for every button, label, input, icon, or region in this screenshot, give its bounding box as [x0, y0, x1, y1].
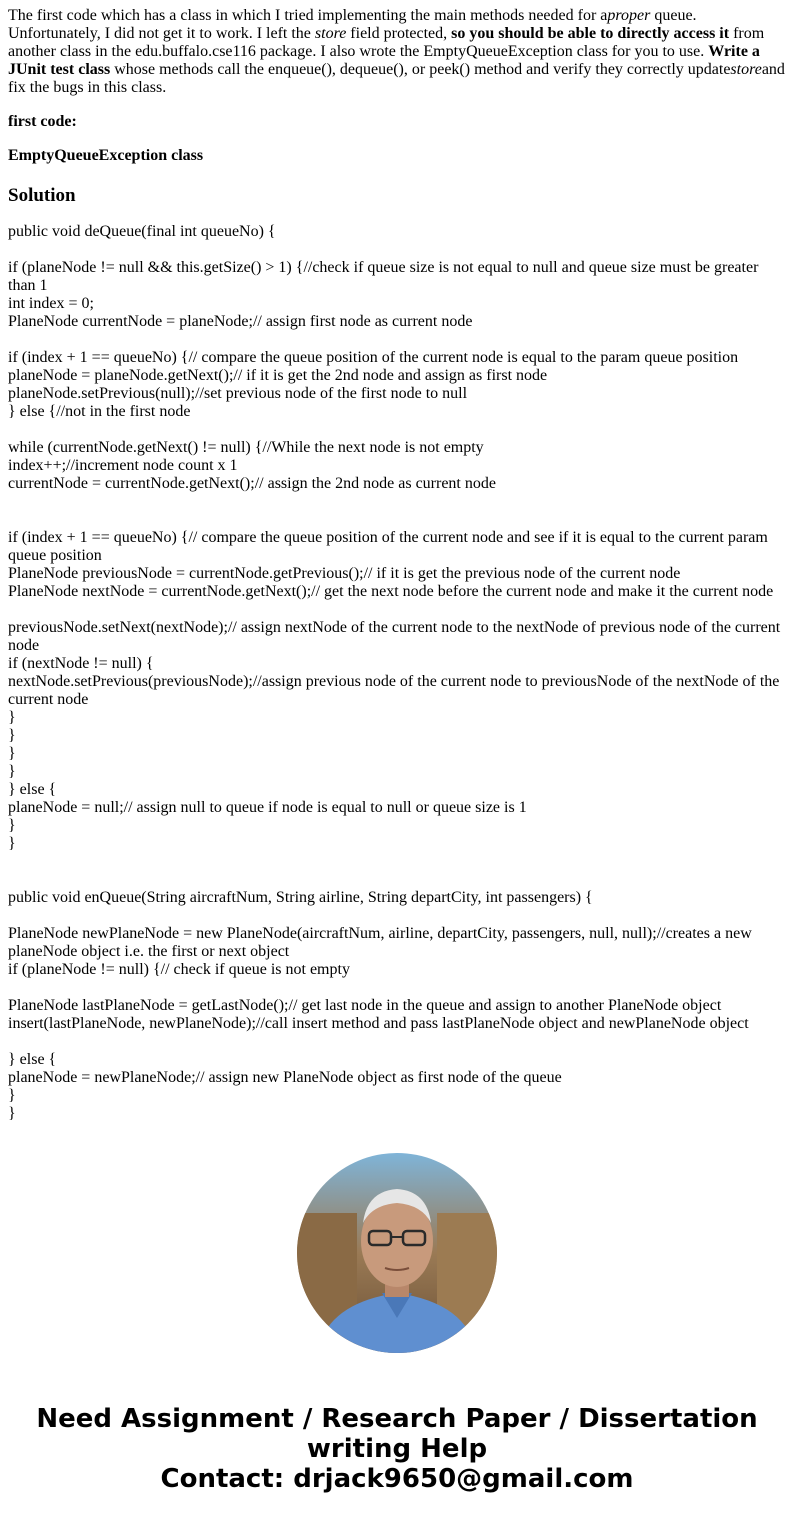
contact-banner: [0, 1404, 794, 1494]
intro-text: queue. Unfortunately, I did not get it to work. I left the: [8, 7, 697, 42]
code-line: if (nextNode != null) {: [8, 655, 154, 672]
code-line: planeNode = planeNode.getNext();// if it is get the 2nd node and assign as first node: [8, 367, 548, 384]
code-line: [8, 871, 788, 889]
code-line: }: [8, 1105, 16, 1122]
code-line: currentNode = currentNode.getNext();// assign the 2nd node as current node: [8, 475, 496, 492]
code-line: [8, 601, 788, 619]
code-line: }: [8, 835, 16, 852]
code-line: planeNode = newPlaneNode;// assign new PlaneNode object as first node of the queue: [8, 1069, 562, 1086]
first-code-heading: first code:: [8, 113, 77, 130]
code-line: }: [8, 727, 16, 744]
intro-strong: Write a JUnit test class: [8, 43, 760, 78]
code-line: } else {//not in the first node: [8, 403, 191, 420]
intro-strong: so you should be able to directly access it: [451, 25, 730, 42]
code-line: PlaneNode currentNode = planeNode;// assign first node as current node: [8, 313, 473, 330]
code-line: [8, 421, 788, 439]
solution-heading: Solution: [8, 185, 76, 206]
code-line: PlaneNode previousNode = currentNode.getPrevious();// if it is get the previous node of the current node: [8, 565, 681, 582]
code-line: } else {: [8, 1051, 57, 1068]
code-line: } else {: [8, 781, 57, 798]
code-line: public void enQueue(String aircraftNum, String airline, String departCity, int passengers) {: [8, 889, 593, 906]
code-line: [8, 979, 788, 997]
banner-line: writing Help: [306, 1434, 488, 1464]
code-line: if (planeNode != null) {// check if queue is not empty: [8, 961, 350, 978]
code-line: [8, 241, 788, 259]
code-line: [8, 1033, 788, 1051]
code-line: while (currentNode.getNext() != null) {//While the next node is not empty: [8, 439, 484, 456]
intro-text: from another class in the edu.buffalo.cse116 package. I also wrote the EmptyQueueException class for you to use.: [8, 25, 765, 60]
code-line: }: [8, 709, 16, 726]
solution-code: [8, 223, 788, 1123]
code-line: if (index + 1 == queueNo) {// compare the queue position of the current node and see if it is equal to the current param queue position: [8, 529, 768, 564]
code-line: previousNode.setNext(nextNode);// assign nextNode of the current node to the nextNode of previous node of the current node: [8, 619, 781, 654]
exception-class-heading: EmptyQueueException class: [8, 147, 204, 164]
intro-text: The first code which has a class in which I tried implementing the main methods needed for a: [8, 7, 608, 24]
code-line: [8, 331, 788, 349]
code-line: index++;//increment node count x 1: [8, 457, 238, 474]
intro-emphasis: proper: [607, 7, 651, 24]
code-line: }: [8, 1087, 16, 1104]
intro-emphasis: store: [314, 25, 347, 42]
intro-paragraph: [8, 7, 788, 97]
author-photo: [297, 1153, 497, 1353]
code-line: }: [8, 745, 16, 762]
code-line: PlaneNode lastPlaneNode = getLastNode();// get last node in the queue and assign to another PlaneNode object: [8, 997, 722, 1014]
intro-emphasis: store: [730, 61, 762, 78]
code-line: public void deQueue(final int queueNo) {: [8, 223, 276, 240]
code-line: insert(lastPlaneNode, newPlaneNode);//call insert method and pass lastPlaneNode object and newPlaneNode object: [8, 1015, 749, 1032]
code-line: }: [8, 763, 16, 780]
code-line: PlaneNode newPlaneNode = new PlaneNode(aircraftNum, airline, departCity, passengers, null, null);//creates a new planeNode object i.e. the first or next object: [8, 925, 752, 960]
code-line: [8, 493, 788, 511]
banner-contact: Contact: drjack9650@gmail.com: [160, 1464, 634, 1494]
code-line: PlaneNode nextNode = currentNode.getNext();// get the next node before the current node and make it the current node: [8, 583, 774, 600]
code-line: planeNode = null;// assign null to queue if node is equal to null or queue size is 1: [8, 799, 527, 816]
code-line: }: [8, 817, 16, 834]
code-line: [8, 907, 788, 925]
banner-line: Need Assignment / Research Paper / Dissertation: [36, 1404, 758, 1434]
intro-text: whose methods call the enqueue(), dequeue(), or peek() method and verify they correctly update: [110, 61, 731, 78]
code-line: int index = 0;: [8, 295, 94, 312]
portrait-image: [297, 1153, 497, 1353]
code-line: if (planeNode != null && this.getSize() > 1) {//check if queue size is not equal to null and queue size must be greater than 1: [8, 259, 759, 294]
document-body: [8, 7, 788, 1123]
code-line: if (index + 1 == queueNo) {// compare the queue position of the current node is equal to the param queue position: [8, 349, 739, 366]
code-line: [8, 853, 788, 871]
code-line: planeNode.setPrevious(null);//set previous node of the first node to null: [8, 385, 468, 402]
intro-text: and fix the bugs in this class.: [8, 61, 785, 96]
intro-text: field protected,: [346, 25, 452, 42]
code-line: [8, 511, 788, 529]
code-line: nextNode.setPrevious(previousNode);//assign previous node of the current node to previousNode of the nextNode of the current node: [8, 673, 780, 708]
